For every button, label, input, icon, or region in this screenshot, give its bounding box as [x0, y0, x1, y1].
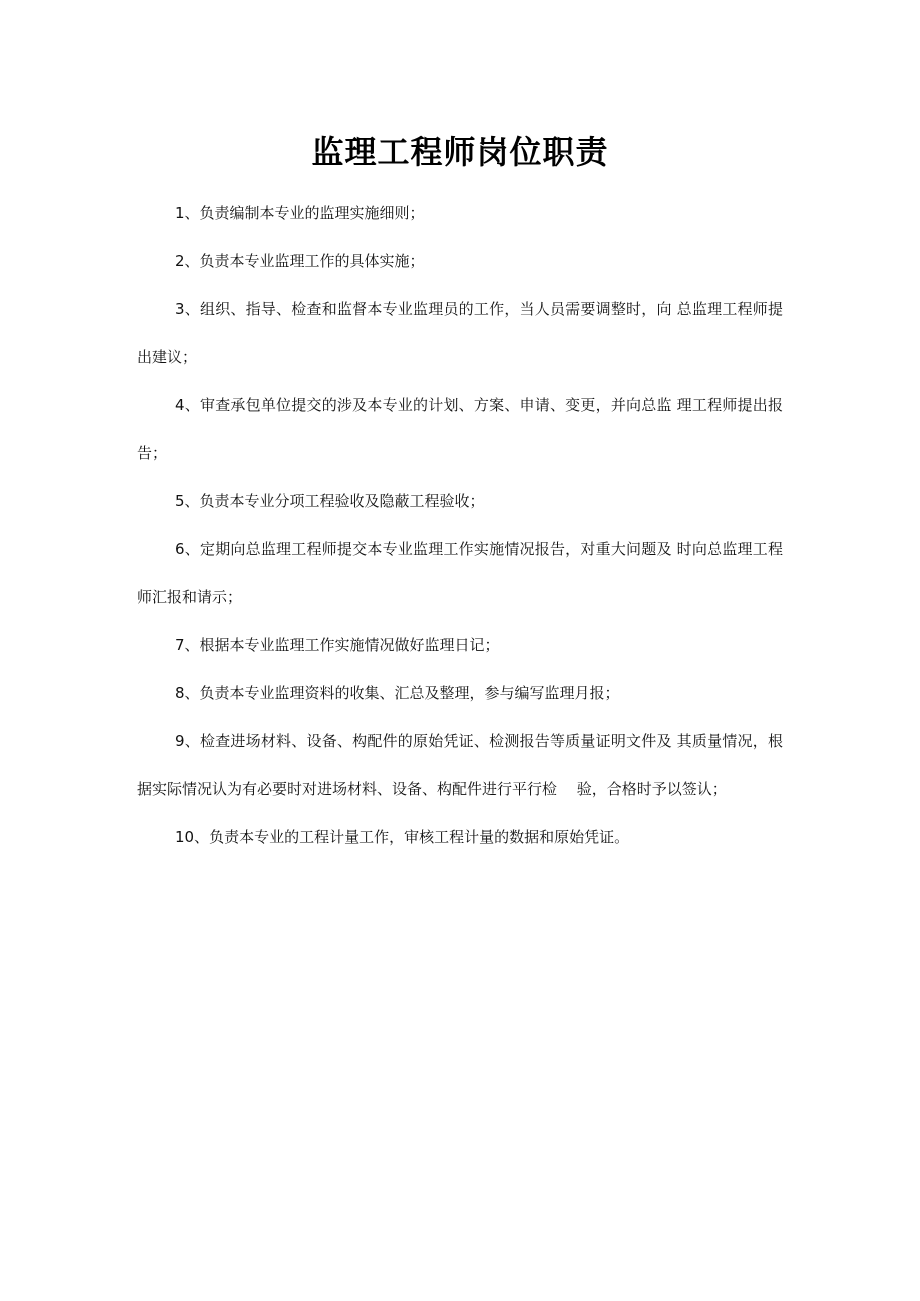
duty-item-6: 6、定期向总监理工程师提交本专业监理工作实施情况报告，对重大问题及 时向总监理工程师汇报和请示；	[137, 540, 783, 606]
duty-item-10: 10、负责本专业的工程计量工作，审核工程计量的数据和原始凭证。	[175, 828, 630, 846]
duty-item-9: 9、检查进场材料、设备、构配件的原始凭证、检测报告等质量证明文件及 其质量情况，根据实际情况认为有必要时对进场材料、设备、构配件进行平行检 验，合格时予以签认；	[137, 732, 783, 798]
duty-item-4: 4、审查承包单位提交的涉及本专业的计划、方案、申请、变更，并向总监 理工程师提出报告；	[137, 396, 783, 462]
duty-item-5: 5、负责本专业分项工程验收及隐蔽工程验收；	[175, 492, 485, 510]
duty-item-1: 1、负责编制本专业的监理实施细则；	[175, 204, 425, 222]
duty-list	[137, 189, 783, 861]
page-title: 监理工程师岗位职责	[311, 133, 609, 171]
duty-item-8: 8、负责本专业监理资料的收集、汇总及整理，参与编写监理月报；	[175, 684, 620, 702]
duty-item-7: 7、根据本专业监理工作实施情况做好监理日记；	[175, 636, 500, 654]
duty-item-2: 2、负责本专业监理工作的具体实施；	[175, 252, 425, 270]
duty-item-3: 3、组织、指导、检查和监督本专业监理员的工作，当人员需要调整时，向 总监理工程师提出建议；	[137, 300, 783, 366]
